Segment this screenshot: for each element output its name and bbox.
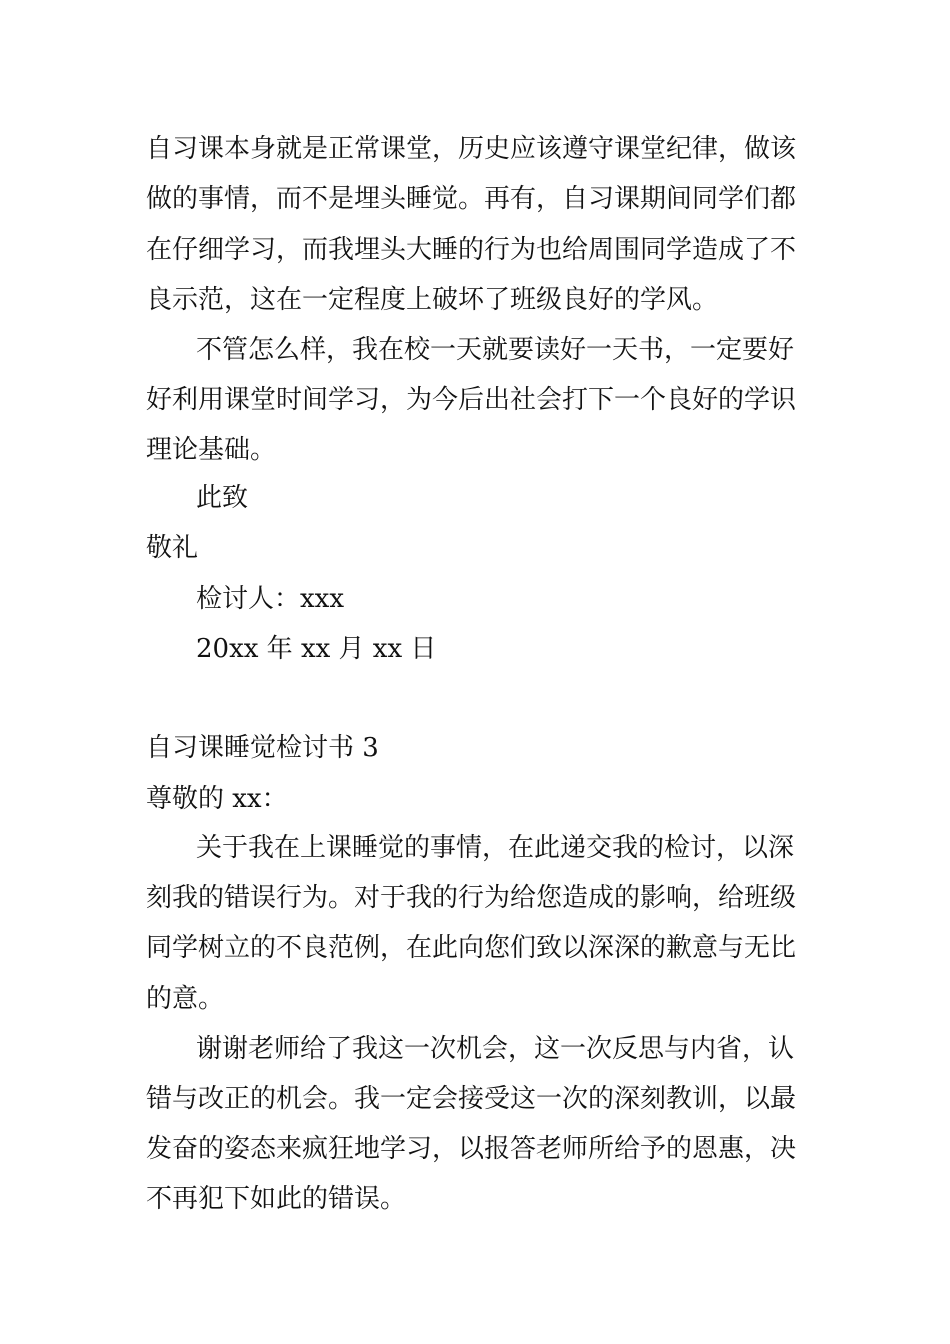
text-line: 不管怎么样，我在校一天就要读好一天书，一定要好	[196, 335, 795, 365]
text-line: 在仔细学习，而我埋头大睡的行为也给周围同学造成了不	[146, 235, 797, 265]
closing-salutation: 此致	[196, 483, 249, 513]
text-line: 自习课本身就是正常课堂，历史应该遵守课堂纪律，做该	[146, 134, 797, 164]
text-line: 的意。	[146, 984, 225, 1014]
text-line: 刻我的错误行为。对于我的行为给您造成的影响，给班级	[146, 883, 797, 913]
text-line: 良示范，这在一定程度上破坏了班级良好的学风。	[146, 285, 719, 315]
closing-respect: 敬礼	[146, 533, 199, 563]
text-line: 谢谢老师给了我这一次机会，这一次反思与内省，认	[196, 1034, 795, 1064]
date-line: 20xx 年 xx 月 xx 日	[196, 634, 437, 664]
text-line: 发奋的姿态来疯狂地学习，以报答老师所给予的恩惠，决	[146, 1134, 797, 1164]
text-line: 做的事情，而不是埋头睡觉。再有，自习课期间同学们都	[146, 184, 797, 214]
text-line: 关于我在上课睡觉的事情，在此递交我的检讨，以深	[196, 833, 795, 863]
text-line: 不再犯下如此的错误。	[146, 1184, 407, 1214]
greeting-line: 尊敬的 xx：	[146, 784, 288, 814]
text-line: 同学树立的不良范例，在此向您们致以深深的歉意与无比	[146, 933, 797, 963]
text-line: 理论基础。	[146, 435, 277, 465]
signature-line: 检讨人：xxx	[196, 584, 344, 614]
section-title: 自习课睡觉检讨书 3	[146, 733, 379, 763]
text-line: 错与改正的机会。我一定会接受这一次的深刻教训，以最	[146, 1084, 797, 1114]
text-line: 好利用课堂时间学习，为今后出社会打下一个良好的学识	[146, 385, 797, 415]
